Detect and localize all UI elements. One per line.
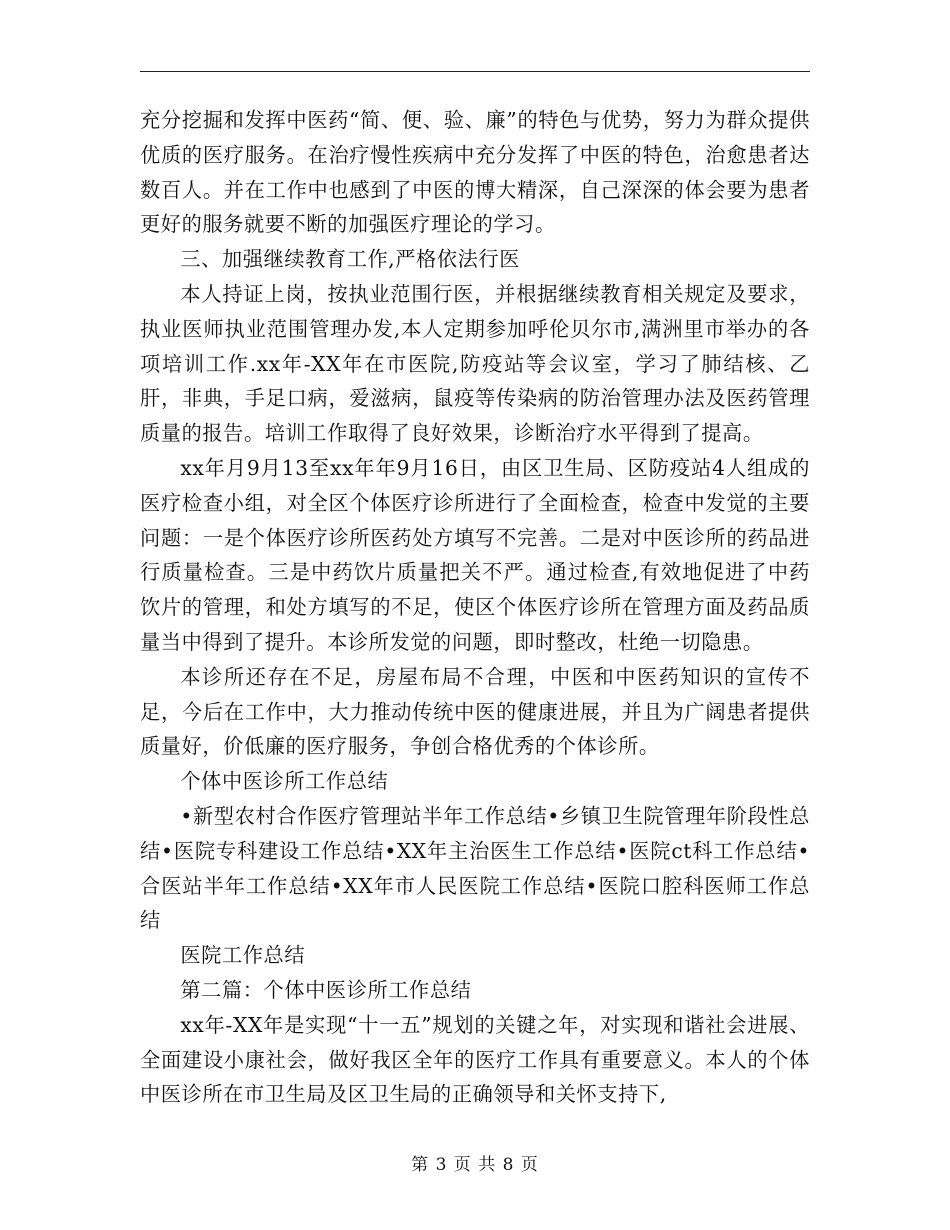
paragraph-1: 充分挖掘和发挥中医药“简、便、验、廉”的特色与优势，努力为群众提供优质的医疗服务。在治疗慢性疾病中充分发挥了中医的特色，治愈患者达数百人。并在工作中也感到了中医的博大精深，自己深深的体会要为患者更好的服务就要不断的加强医疗理论的学习。	[140, 108, 810, 237]
paragraph-shortcomings: 本诊所还存在不足，房屋布局不合理，中医和中医药知识的宣传不足，今后在工作中，大力推动传统中医的健康进展，并且为广阔患者提供质量好，价低廉的医疗服务，争创合格优秀的个体诊所。	[140, 664, 810, 759]
paragraph-inspection: xx年月9月13至xx年年9月16日，由区卫生局、区防疫站4人组成的医疗检查小组，对全区个体医疗诊所进行了全面检查，检查中发觉的主要问题：一是个体医疗诊所医药处方填写不完善。二是对中医诊所的药品进行质量检查。三是中药饮片质量把关不严。通过检查,有效地促进了中药饮片的管理，和处方填写的不足，使区个体医疗诊所在管理方面及药品质量当中得到了提升。本诊所发觉的问题，即时整改，杜绝一切隐患。	[140, 455, 810, 654]
paragraph-title-clinic-summary: 个体中医诊所工作总结	[180, 769, 389, 794]
section-heading-continuing-education: 三、加强继续教育工作,严格依法行医	[180, 247, 521, 272]
paragraph-training: 本人持证上岗，按执业范围行医，并根据继续教育相关规定及要求，执业医师执业范围管理办发,本人定期参加呼伦贝尔市,满洲里市举办的各项培训工作.xx年-XX年在市医院,防疫站等会议室，学习了肺结核、乙肝，非典，手足口病，爱滋病，鼠疫等传染病的防治管理办法及医药管理质量的报告。培训工作取得了良好效果，诊断治疗水平得到了提高。	[140, 281, 810, 446]
document-body	[140, 103, 810, 1112]
paragraph-hospital-summary: 医院工作总结	[180, 943, 306, 968]
paragraph-second-article-intro: xx年-XX年是实现“十一五”规划的关键之年，对实现和谐社会进展、全面建设小康社会，做好我区全年的医疗工作具有重要意义。本人的个体中医诊所在市卫生局及区卫生局的正确领导和关怀支持下,	[140, 1012, 810, 1107]
page-number-footer: 第 3 页 共 8 页	[411, 1155, 539, 1175]
paragraph-related-links: •新型农村合作医疗管理站半年工作总结•乡镇卫生院管理年阶段性总结•医院专科建设工作总结•XX年主治医生工作总结•医院ct科工作总结•合医站半年工作总结•XX年市人民医院工作总结•医院口腔科医师工作总结	[140, 803, 810, 933]
paragraph-second-article-title: 第二篇：个体中医诊所工作总结	[180, 977, 472, 1002]
header-rule	[140, 71, 810, 72]
